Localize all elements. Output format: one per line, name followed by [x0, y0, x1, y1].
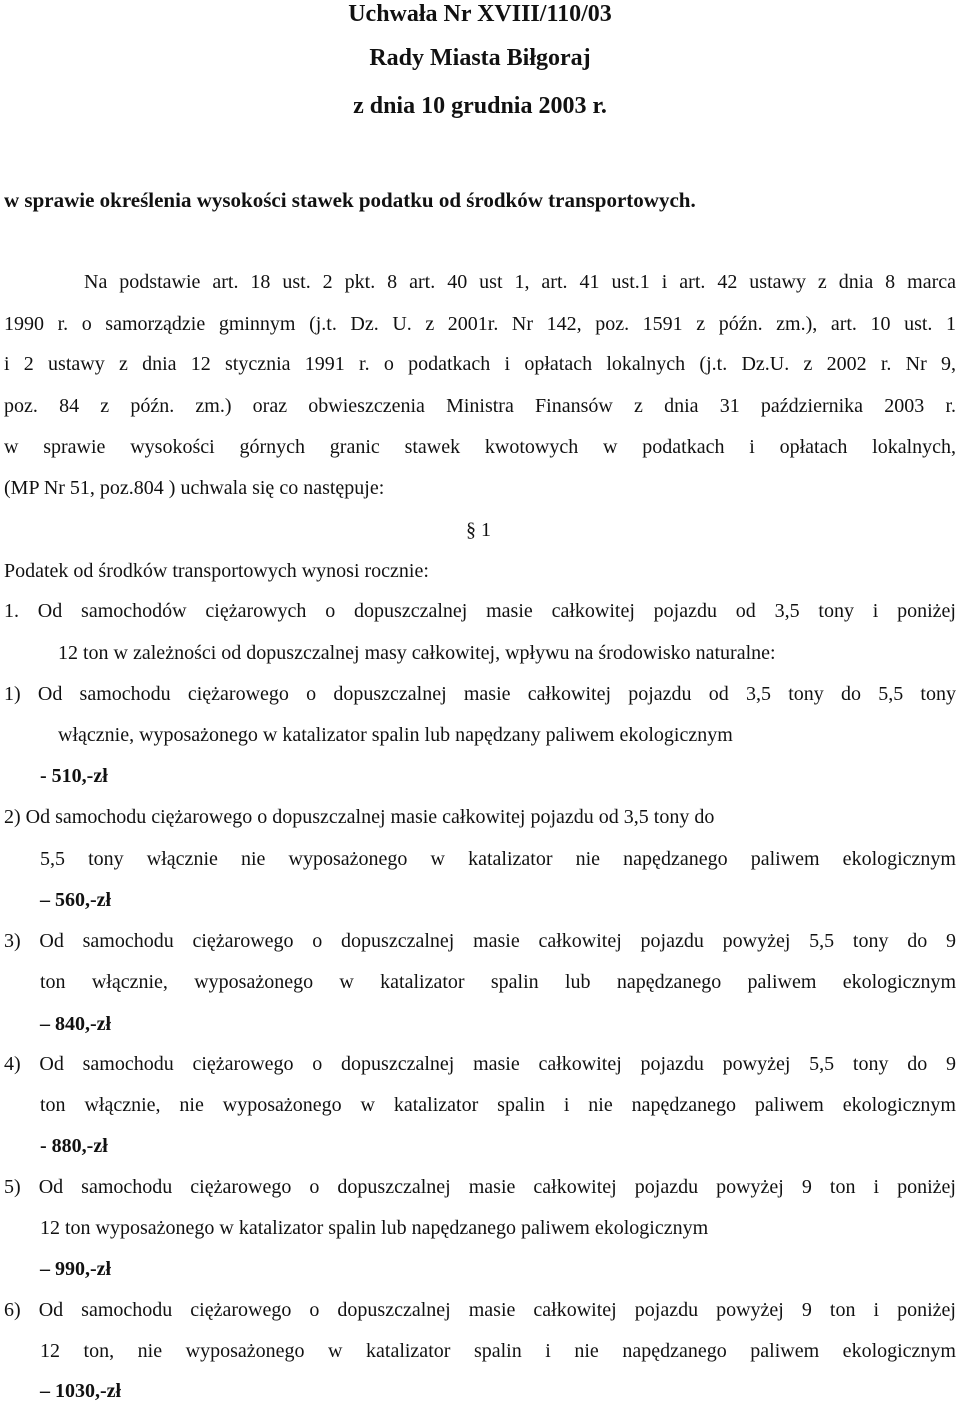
- resolution-number: Uchwała Nr XVIII/110/03: [348, 1, 612, 27]
- item-4-line-1: 4) Od samochodu ciężarowego o dopuszczalnej masie całkowitej pojazdu powyżej 5,5 tony do 9: [4, 1053, 956, 1075]
- item-3-amount: – 840,-zł: [40, 1013, 112, 1035]
- item-6-line-1: 6) Od samochodu ciężarowego o dopuszczalnej masie całkowitej pojazdu powyżej 9 ton i poniżej: [4, 1299, 956, 1321]
- preamble-line-4: poz. 84 z późn. zm.) oraz obwieszczenia Ministra Finansów z dnia 31 października 2003 r.: [4, 395, 956, 417]
- preamble-line-6: (MP Nr 51, poz.804 ) uchwala się co następuje:: [4, 477, 385, 499]
- item-5-line-2: 12 ton wyposażonego w katalizator spalin lub napędzanego paliwem ekologicznym: [40, 1217, 709, 1239]
- point-1-line-1: 1. Od samochodów ciężarowych o dopuszczalnej masie całkowitej pojazdu od 3,5 tony i poniżej: [4, 600, 956, 622]
- preamble-line-1: Na podstawie art. 18 ust. 2 pkt. 8 art. 40 ust 1, art. 41 ust.1 i art. 42 ustawy z dnia 8 marca: [84, 271, 956, 293]
- item-5-line-1: 5) Od samochodu ciężarowego o dopuszczalnej masie całkowitej pojazdu powyżej 9 ton i poniżej: [4, 1176, 956, 1198]
- resolution-date: z dnia 10 grudnia 2003 r.: [353, 93, 607, 119]
- item-1-line-1: 1) Od samochodu ciężarowego o dopuszczalnej masie całkowitej pojazdu od 3,5 tony do 5,5 tony: [4, 683, 956, 705]
- item-1-amount: - 510,-zł: [40, 765, 108, 787]
- council-name: Rady Miasta Biłgoraj: [369, 45, 591, 71]
- item-5-amount: – 990,-zł: [40, 1258, 112, 1280]
- item-4-line-2: ton włącznie, nie wyposażonego w katalizator spalin i nie napędzanego paliwem ekologicznym: [40, 1094, 956, 1116]
- preamble-line-2: 1990 r. o samorządzie gminnym (j.t. Dz. U. z 2001r. Nr 142, poz. 1591 z późn. zm.), art. 10 ust. 1: [4, 313, 956, 335]
- item-6-amount: – 1030,-zł: [40, 1380, 122, 1402]
- item-2-amount: – 560,-zł: [40, 889, 112, 911]
- section-mark: § 1: [466, 519, 491, 541]
- section-intro: Podatek od środków transportowych wynosi rocznie:: [4, 560, 429, 582]
- item-1-line-2: włącznie, wyposażonego w katalizator spalin lub napędzany paliwem ekologicznym: [58, 724, 733, 746]
- item-3-line-2: ton włącznie, wyposażonego w katalizator spalin lub napędzanego paliwem ekologicznym: [40, 971, 956, 993]
- item-4-amount: - 880,-zł: [40, 1135, 108, 1157]
- item-3-line-1: 3) Od samochodu ciężarowego o dopuszczalnej masie całkowitej pojazdu powyżej 5,5 tony do 9: [4, 930, 956, 952]
- preamble-line-5: w sprawie wysokości górnych granic stawek kwotowych w podatkach i opłatach lokalnych,: [4, 436, 956, 458]
- point-1-line-2: 12 ton w zależności od dopuszczalnej masy całkowitej, wpływu na środowisko naturalne:: [58, 642, 776, 664]
- item-2-line-1: 2) Od samochodu ciężarowego o dopuszczalnej masie całkowitej pojazdu od 3,5 tony do: [4, 806, 715, 828]
- item-2-line-2: 5,5 tony włącznie nie wyposażonego w katalizator nie napędzanego paliwem ekologicznym: [40, 848, 956, 870]
- preamble-line-3: i 2 ustawy z dnia 12 stycznia 1991 r. o podatkach i opłatach lokalnych (j.t. Dz.U. z 2002 r. Nr 9,: [4, 353, 956, 375]
- item-6-line-2: 12 ton, nie wyposażonego w katalizator spalin i nie napędzanego paliwem ekologicznym: [40, 1340, 956, 1362]
- resolution-subject: w sprawie określenia wysokości stawek podatku od środków transportowych.: [4, 188, 696, 212]
